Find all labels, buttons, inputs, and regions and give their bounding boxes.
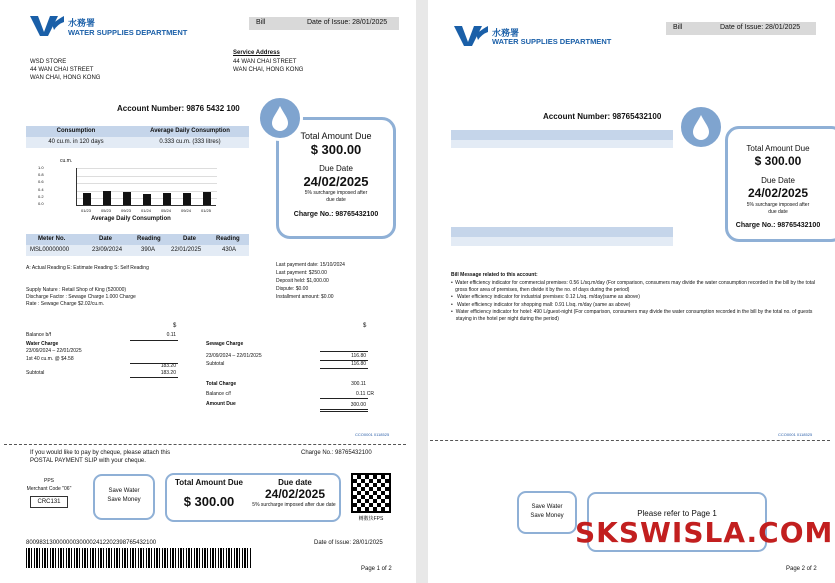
meter-date-2: 22/01/2025 [171,247,202,253]
bill-label: Bill [256,19,266,26]
water-period: 23/09/2024 – 22/01/2025 [26,348,82,354]
amount-due-label: Amount Due [206,401,236,407]
bill-page-1 [0,0,416,583]
balance-cf-value: 0.11 CR [356,391,374,397]
slip-date-of-issue: Date of Issue: 28/01/2025 [314,540,383,546]
meter-date-1: 23/09/2024 [92,247,123,253]
pps-label: PPS [43,478,54,484]
wsd-logo-icon [30,14,64,36]
amount-due-value: 300.00 [350,402,366,408]
total-amount-due: $ 300.00 [310,142,362,157]
customer-line-1: WSD STORE [30,59,67,65]
total-charge-label: Total Charge [206,381,237,387]
due-date-label: Due Date [761,176,795,185]
chart-x-tick: 05/23 [100,208,111,213]
chart-y-tick: 0.8 [38,172,44,178]
chart-x-tick: 01/23 [80,208,91,213]
chart-y-axis [40,165,48,207]
bill-message-item: • Water efficiency indicator for shopping mall: 0.91 L/sq. m/day (same as above) [451,301,631,308]
service-address-line-2: WAN CHAI, HONG KONG [233,67,304,73]
tear-line [4,444,406,445]
meter-h-date-2: Date [183,236,197,242]
chart-unit: cu.m. [60,158,73,164]
balance-bf-value: 0.11 [166,332,176,338]
meter-h-reading-2: Reading [216,236,240,242]
avg-daily-value: 0.333 cu.m. (333 litres) [159,139,221,145]
chart-bar [183,193,191,205]
date-of-issue: Date of Issue: 28/01/2025 [720,24,801,31]
customer-line-2: 44 WAN CHAI STREET [30,67,94,73]
refer-page-1: Please refer to Page 1 [637,509,717,518]
chart-y-tick: 0.4 [38,186,44,192]
merchant-code: Merchant Code "06" [26,486,72,492]
water-charge-label: Water Charge [26,341,59,347]
deposit-held: Deposit held: $1,000.00 [276,278,329,284]
meter-no: MSL00000000 [30,247,70,253]
charge-number: Charge No.: 98765432100 [735,222,821,229]
date-of-issue: Date of Issue: 28/01/2025 [307,19,388,26]
logo-english: WATER SUPPLIES DEPARTMENT [492,37,612,46]
cheque-note-1: If you would like to pay by cheque, please attach this [30,450,171,456]
total-charge-value: 300.11 [351,381,366,387]
chart-x-axis [76,208,216,215]
chart-gridline [77,191,217,192]
slip-total: $ 300.00 [183,494,235,509]
chart-x-tick: 01/25 [200,208,211,213]
bill-message-list [451,280,823,323]
consumption-chart [40,165,220,215]
chart-bar [123,192,131,205]
chart-x-tick: 01/24 [140,208,151,213]
chart-y-tick: 0.6 [38,179,44,185]
footnote-code: CCO0001 0118525 [355,432,390,437]
chart-bar [143,194,151,205]
sewage-charge-label: Sewage Charge [206,341,244,347]
charge-number: Charge No.: 98765432100 [293,211,379,218]
bill-page-2 [428,0,835,583]
due-date: 24/02/2025 [747,186,809,200]
chart-y-tick: 0.0 [38,201,44,206]
bill-message-title: Bill Message related to this account: [451,272,538,278]
consumption-header-1: Consumption [56,128,96,134]
cheque-note-2: POSTAL PAYMENT SLIP with your cheque. [30,458,146,464]
last-payment-date: Last payment date: 15/10/2024 [276,262,345,268]
fps-qr-code [351,473,391,513]
footnote-code: CCO0001 0118525 [778,432,813,437]
discharge-factor: Discharge Factor : Sewage Charge 1.000 Charge [26,294,136,300]
chart-bar [203,192,211,205]
surcharge-note: 5% surcharge imposed after due date [304,190,368,203]
chart-gridline [77,183,217,184]
meter-reading-2: 430A [222,247,237,253]
surcharge-note: 5% surcharge imposed after due date [746,202,810,215]
chart-y-tick: 1.0 [38,165,44,170]
meter-h-date-1: Date [99,236,113,242]
currency-right: $ [363,323,367,329]
account-number: Account Number: 9876 5432 100 [117,104,240,113]
total-amount-due: $ 300.00 [754,154,802,168]
reading-note: A: Actual Reading E: Estimate Reading S: Self Reading [26,265,149,271]
consumption-header-2: Average Daily Consumption [150,128,230,134]
chart-x-tick: 09/23 [120,208,131,213]
due-date-label: Due Date [319,164,353,173]
account-number: Account Number: 98765432100 [543,112,662,121]
wsd-logo-icon [454,24,488,46]
water-subtotal-label: Subtotal [26,370,45,376]
installment: Installment amount: $0.00 [276,294,334,300]
water-line: 1st 40 cu.m. @ $4.58 [26,356,74,362]
save-money: Save Money [530,513,564,519]
chart-y-tick: 0.2 [38,193,44,199]
meter-h-meter-no: Meter No. [38,236,66,242]
supply-nature: Supply Nature : Retail Shop of King (520000) [26,287,127,293]
bill-message-item: • Water efficiency indicator for commercial premises: 0.56 L/sq.m/day (For comparison, consumers may divide the water consumption recorded in the bill by the total gross floor area of premises, then divide it by the no. of days during the period) [451,280,816,294]
bill-label: Bill [673,24,683,31]
slip-due-label: Due date [278,478,312,487]
chart-x-tick: 09/24 [180,208,191,213]
chart-bar [103,191,111,205]
chart-gridline [77,176,217,177]
water-drop-icon [681,107,721,147]
sewage-period: 23/09/2024 – 22/01/2025 [206,353,262,359]
balance-cf-label: Balance c/f [206,391,231,397]
total-amount-due-label: Total Amount Due [746,144,810,153]
chart-bar [163,193,171,205]
chart-title: Average Daily Consumption [91,216,171,222]
save-water: Save Water [531,504,563,510]
sewage-rate: Rate : Sewage Charge $2.02/cu.m. [26,301,105,307]
sewage-subtotal-value: 116.80 [351,361,366,367]
logo-chinese: 水務署 [68,18,96,28]
fps-caption: 轉數快FPS [358,516,384,522]
chart-bar [83,193,91,205]
consumption-value: 40 cu.m. in 120 days [48,139,104,145]
meter-reading-1: 390A [141,247,156,253]
sewage-line-value: 116.80 [351,353,366,359]
chart-gridline [77,168,217,169]
water-subtotal-value: 183.20 [160,370,176,376]
due-date: 24/02/2025 [303,174,369,189]
barcode-number: 800983130000000300002412202398765432100 [26,540,157,546]
slip-surcharge: 5% surcharge imposed after due date [252,502,336,508]
bill-message-item: • Water efficiency indicator for industrial premises: 0.12 L/sq. m/day(same as above) [451,294,640,301]
logo-english: WATER SUPPLIES DEPARTMENT [68,28,188,37]
crc-code: CRC131 [30,496,68,508]
total-amount-due-label: Total Amount Due [300,131,372,141]
last-payment: Last payment: $250.00 [276,270,327,276]
chart-plot-area [76,168,216,206]
payment-barcode [26,548,252,568]
bill-message-item: • Water efficiency indicator for hotel: 490 L/guest-night (For comparison, consumers may divide the water consumption recorded in the bill by the total no. of guests staying in the hotel per night during the period) [451,308,813,323]
balance-bf-label: Balance b/f [26,332,52,338]
slip-due-date: 24/02/2025 [264,487,326,501]
service-address-label: Service Address [233,50,280,56]
slip-total-label: Total Amount Due [175,478,243,487]
currency-left: $ [173,323,177,329]
page-number-1: Page 1 of 2 [361,566,392,572]
sewage-subtotal-label: Subtotal [206,361,225,367]
meter-h-reading-1: Reading [137,236,161,242]
chart-x-tick: 05/24 [160,208,171,213]
water-line-value: 183.20 [160,363,176,369]
logo-chinese: 水務署 [492,28,520,38]
customer-line-3: WAN CHAI, HONG KONG [30,75,101,81]
page-number-2: Page 2 of 2 [786,566,817,572]
save-water: Save Water [108,488,140,494]
save-money: Save Money [107,497,141,503]
dispute: Dispute: $0.00 [276,286,309,292]
service-address-line-1: 44 WAN CHAI STREET [233,59,297,65]
tear-line [430,440,830,441]
slip-charge-number: Charge No.: 98765432100 [301,450,372,456]
watermark: SKSWISLA.COM [575,516,834,549]
